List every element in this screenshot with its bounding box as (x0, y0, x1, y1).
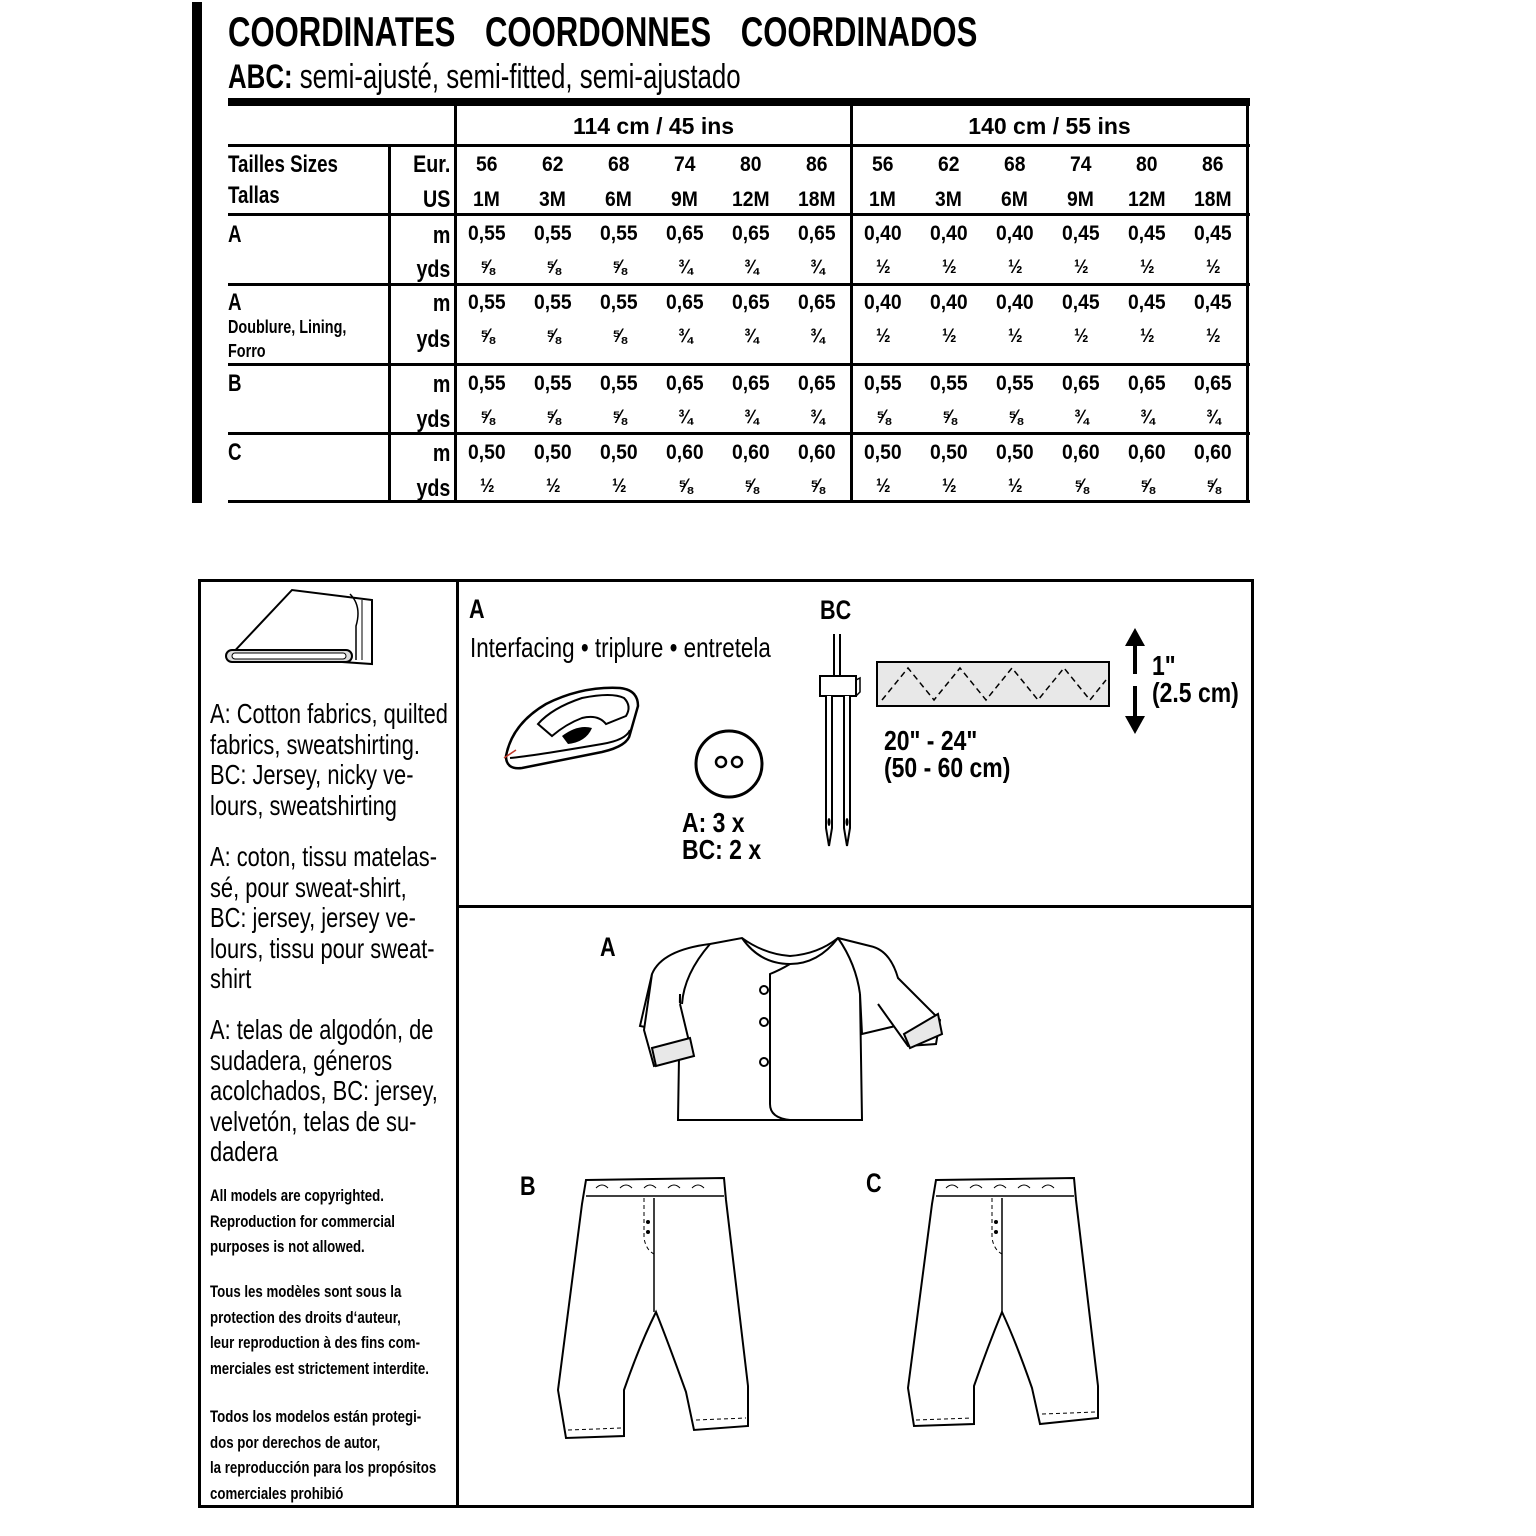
yards-cell: ⅝ (678, 476, 693, 497)
yards-cell: ¾ (1140, 407, 1155, 428)
yards-cell: ⅝ (744, 476, 759, 497)
title-word-en: COORDINATES (228, 8, 456, 55)
notion-a-label: A (469, 594, 485, 624)
us-size-cell: 18M (1193, 188, 1232, 211)
unit-m-label: m (432, 371, 450, 398)
eur-size-cell: 80 (1136, 153, 1158, 176)
yards-cell: ⅝ (1140, 476, 1155, 497)
jacket-drawing (640, 934, 946, 1124)
yards-cell: ½ (1008, 476, 1023, 497)
table-rule (228, 363, 1250, 366)
yards-cell: ½ (1008, 326, 1023, 347)
band-width-label: 1" (2.5 cm) (1152, 650, 1239, 708)
meters-cell: 0,40 (929, 291, 968, 314)
yards-cell: ½ (1206, 257, 1221, 278)
meters-cell: 0,60 (1061, 441, 1100, 464)
meters-cell: 0,50 (533, 441, 572, 464)
meters-cell: 0,40 (863, 291, 902, 314)
yards-cell: ½ (1140, 257, 1155, 278)
us-size-cell: 3M (935, 188, 963, 211)
yards-cell: ½ (480, 476, 495, 497)
yards-cell: ⅝ (546, 257, 561, 278)
meters-cell: 0,55 (533, 222, 572, 245)
meters-cell: 0,50 (599, 441, 638, 464)
unit-yds-label: yds (416, 256, 450, 283)
meters-cell: 0,65 (1193, 372, 1232, 395)
yards-cell: ⅝ (612, 257, 627, 278)
us-size-cell: 12M (731, 188, 770, 211)
eur-size-cell: 62 (938, 153, 960, 176)
yards-cell: ½ (1074, 257, 1089, 278)
us-size-cell: 1M (473, 188, 501, 211)
unit-m-label: m (432, 440, 450, 467)
yards-cell: ½ (546, 476, 561, 497)
meters-cell: 0,65 (797, 372, 836, 395)
eur-size-cell: 74 (674, 153, 696, 176)
yards-cell: ½ (1008, 257, 1023, 278)
lining-note: Doublure, Lining, (228, 317, 347, 337)
unit-yds-label: yds (416, 326, 450, 353)
pants-drawing (904, 1174, 1104, 1440)
box-divider (458, 905, 1253, 908)
yards-cell: ½ (1206, 326, 1221, 347)
size-label: Tailles Sizes (228, 151, 338, 178)
us-size-cell: 3M (539, 188, 567, 211)
unit-m-label: m (432, 222, 450, 249)
meters-cell: 0,55 (995, 372, 1034, 395)
yards-cell: ¾ (678, 326, 693, 347)
row-view-label: C (228, 439, 242, 466)
meters-cell: 0,65 (731, 372, 770, 395)
meters-cell: 0,55 (467, 372, 506, 395)
fabric-bolt-icon (222, 586, 382, 670)
yards-cell: ⅝ (480, 407, 495, 428)
meters-cell: 0,55 (467, 222, 506, 245)
title-word-fr: COORDONNES (484, 8, 712, 55)
meters-cell: 0,65 (1061, 372, 1100, 395)
fabrics-en: A: Cotton fabrics, quilted fabrics, sweatshirting. BC: Jersey, nicky ve- lours, sweatshirting (210, 698, 448, 821)
eur-size-cell: 68 (608, 153, 630, 176)
yards-cell: ⅝ (480, 326, 495, 347)
fit-subtitle-prefix: ABC: (228, 58, 293, 96)
yards-cell: ¾ (744, 326, 759, 347)
elastic-band-icon (876, 660, 1112, 710)
width-header-140: 140 cm / 55 ins (968, 113, 1131, 139)
yards-cell: ¾ (1074, 407, 1089, 428)
eur-size-cell: 56 (476, 153, 498, 176)
meters-cell: 0,45 (1061, 291, 1100, 314)
yards-cell: ½ (1074, 326, 1089, 347)
meters-cell: 0,50 (929, 441, 968, 464)
yards-cell: ¾ (744, 257, 759, 278)
us-size-cell: 6M (605, 188, 633, 211)
yards-cell: ⅝ (942, 407, 957, 428)
yards-cell: ⅝ (612, 407, 627, 428)
meters-cell: 0,65 (731, 291, 770, 314)
size-label-es: Tallas (228, 182, 280, 209)
meters-cell: 0,45 (1193, 222, 1232, 245)
meters-cell: 0,45 (1127, 222, 1166, 245)
eur-label: Eur. (412, 151, 450, 178)
pants-drawing (554, 1174, 754, 1440)
page-title (228, 8, 1241, 56)
unit-yds-label: yds (416, 475, 450, 502)
yards-cell: ¾ (810, 407, 825, 428)
fit-subtitle (228, 58, 903, 97)
meters-cell: 0,65 (1127, 372, 1166, 395)
yards-cell: ½ (942, 257, 957, 278)
lining-note-es: Forro (228, 341, 266, 361)
yards-cell: ½ (942, 476, 957, 497)
band-length-label: 20" - 24" (50 - 60 cm) (884, 725, 1011, 783)
copyright-fr: Tous les modèles sont sous la protection des droits d‘auteur, leur reproduction à des fins com- merciales est strictement interdite. (210, 1282, 429, 1378)
interfacing-label: Interfacing • triplure • entretela (470, 632, 771, 663)
meters-cell: 0,55 (467, 291, 506, 314)
yards-cell: ⅝ (546, 407, 561, 428)
us-size-cell: 6M (1001, 188, 1029, 211)
meters-cell: 0,65 (665, 291, 704, 314)
row-view-label: A (228, 221, 242, 248)
meters-cell: 0,60 (665, 441, 704, 464)
eur-size-cell: 86 (806, 153, 828, 176)
meters-cell: 0,60 (1193, 441, 1232, 464)
us-size-cell: 1M (869, 188, 897, 211)
eur-size-cell: 56 (872, 153, 894, 176)
title-word-es: COORDINADOS (740, 8, 978, 55)
meters-cell: 0,65 (665, 372, 704, 395)
meters-cell: 0,65 (731, 222, 770, 245)
meters-cell: 0,55 (599, 372, 638, 395)
yards-cell: ¾ (678, 257, 693, 278)
eur-size-cell: 68 (1004, 153, 1026, 176)
yards-cell: ¾ (810, 257, 825, 278)
yards-cell: ½ (876, 326, 891, 347)
us-label: US (422, 186, 450, 213)
yards-cell: ¾ (810, 326, 825, 347)
meters-cell: 0,55 (533, 372, 572, 395)
yards-cell: ⅝ (1074, 476, 1089, 497)
fabrics-fr: A: coton, tissu matelas- sé, pour sweat-shirt, BC: jersey, jersey ve- lours, tissu pour sweat- shirt (210, 841, 437, 994)
fabrics-es: A: telas de algodón, de sudadera, géneros acolchados, BC: jersey, velvetón, telas de su- dadera (210, 1014, 438, 1167)
button-icon (693, 728, 765, 800)
yards-cell: ⅝ (810, 476, 825, 497)
width-header-114: 114 cm / 45 ins (572, 113, 735, 139)
table-top-rule (228, 98, 1250, 106)
yards-cell: ¾ (744, 407, 759, 428)
yards-cell: ½ (876, 257, 891, 278)
meters-cell: 0,65 (665, 222, 704, 245)
meters-cell: 0,55 (533, 291, 572, 314)
yards-cell: ⅝ (1206, 476, 1221, 497)
unit-m-label: m (432, 290, 450, 317)
meters-cell: 0,60 (797, 441, 836, 464)
meters-cell: 0,60 (731, 441, 770, 464)
us-size-cell: 9M (671, 188, 699, 211)
meters-cell: 0,40 (929, 222, 968, 245)
table-rule (228, 144, 1250, 147)
meters-cell: 0,45 (1193, 291, 1232, 314)
copyright-es: Todos los modelos están protegi- dos por derechos de autor, la reproducción para los propósitos comerciales prohibió (210, 1407, 437, 1503)
meters-cell: 0,40 (995, 291, 1034, 314)
meters-cell: 0,40 (995, 222, 1034, 245)
side-bar (192, 2, 202, 503)
eur-size-cell: 80 (740, 153, 762, 176)
yards-cell: ⅝ (612, 326, 627, 347)
yards-cell: ½ (942, 326, 957, 347)
meters-cell: 0,65 (797, 222, 836, 245)
eur-size-cell: 74 (1070, 153, 1092, 176)
eur-size-cell: 62 (542, 153, 564, 176)
yards-cell: ⅝ (546, 326, 561, 347)
view-a-label: A (600, 932, 616, 962)
view-c-label: C (866, 1168, 882, 1198)
yards-cell: ½ (612, 476, 627, 497)
unit-yds-label: yds (416, 406, 450, 433)
us-size-cell: 9M (1067, 188, 1095, 211)
iron-icon (502, 684, 642, 770)
meters-cell: 0,40 (863, 222, 902, 245)
yards-cell: ⅝ (480, 257, 495, 278)
meters-cell: 0,55 (863, 372, 902, 395)
yards-cell: ¾ (1206, 407, 1221, 428)
meters-cell: 0,60 (1127, 441, 1166, 464)
row-view-label: A (228, 289, 242, 316)
meters-cell: 0,45 (1127, 291, 1166, 314)
us-size-cell: 18M (797, 188, 836, 211)
fit-subtitle-text: semi-ajusté, semi-fitted, semi-ajustado (292, 58, 741, 96)
band-width-arrow (1122, 628, 1148, 734)
row-view-label: B (228, 370, 242, 397)
yards-cell: ⅝ (876, 407, 891, 428)
meters-cell: 0,45 (1061, 222, 1100, 245)
button-count: A: 3 x BC: 2 x (682, 807, 762, 865)
yards-cell: ¾ (678, 407, 693, 428)
us-size-cell: 12M (1127, 188, 1166, 211)
meters-cell: 0,55 (599, 291, 638, 314)
view-b-label: B (520, 1171, 536, 1201)
meters-cell: 0,50 (467, 441, 506, 464)
notion-bc-label: BC (820, 595, 852, 625)
meters-cell: 0,55 (599, 222, 638, 245)
twin-needle-icon (816, 632, 862, 850)
yards-cell: ⅝ (1008, 407, 1023, 428)
meters-cell: 0,55 (929, 372, 968, 395)
eur-size-cell: 86 (1202, 153, 1224, 176)
yards-cell: ½ (1140, 326, 1155, 347)
yards-cell: ½ (876, 476, 891, 497)
copyright-en: All models are copyrighted. Reproduction for commercial purposes is not allowed. (210, 1186, 395, 1256)
meters-cell: 0,65 (797, 291, 836, 314)
meters-cell: 0,50 (863, 441, 902, 464)
meters-cell: 0,50 (995, 441, 1034, 464)
